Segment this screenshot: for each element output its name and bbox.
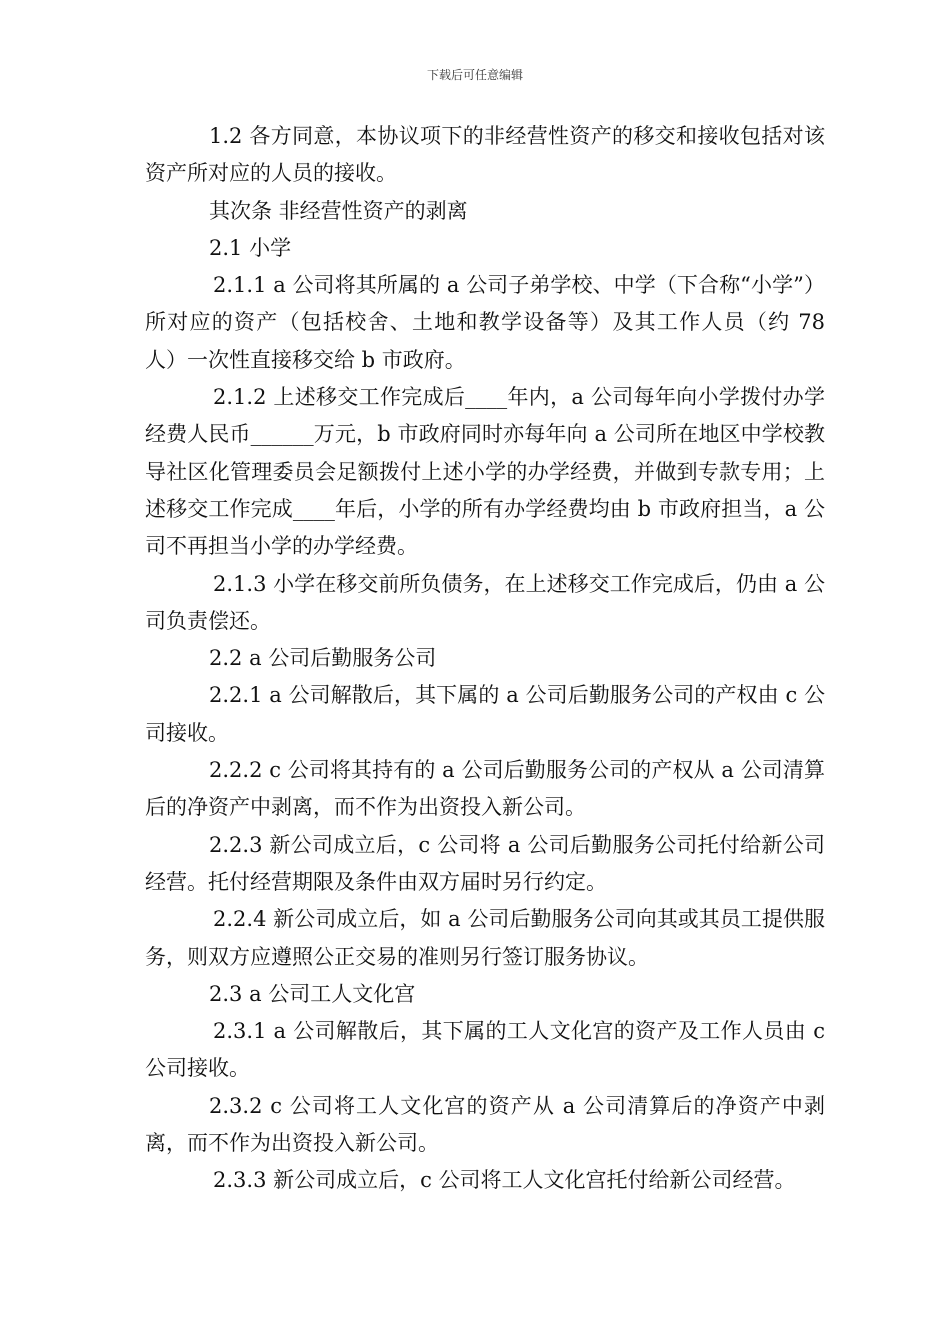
paragraph-2-2-1: 2.2.1 a 公司解散后，其下属的 a 公司后勤服务公司的产权由 c 公司接收。 xyxy=(145,683,825,745)
document-body xyxy=(145,118,825,1200)
paragraph-2-3-2: 2.3.2 c 公司将工人文化宫的资产从 a 公司清算后的净资产中剥离，而不作为出资投入新公司。 xyxy=(145,1093,825,1156)
paragraph-2-2-2: 2.2.2 c 公司将其持有的 a 公司后勤服务公司的产权从 a 公司清算后的净资产中剥离，而不作为出资投入新公司。 xyxy=(145,758,825,820)
paragraph-2-2-4: 2.2.4 新公司成立后，如 a 公司后勤服务公司向其或其员工提供服务，则双方应遵照公正交易的准则另行签订服务协议。 xyxy=(145,907,825,969)
heading-2-3: 2.3 a 公司工人文化宫 xyxy=(209,981,416,1006)
page-header: 下载后可任意编辑 xyxy=(426,68,523,82)
paragraph-2-1-3: 2.1.3 小学在移交前所负债务，在上述移交工作完成后，仍由 a 公司负责偿还。 xyxy=(145,571,825,633)
paragraph-2-3-3: 2.3.3 新公司成立后，c 公司将工人文化宫托付给新公司经营。 xyxy=(213,1168,796,1193)
paragraph-2-1-2: 2.1.2 上述移交工作完成后____年内，a 公司每年向小学拨付办学经费人民币______万元，b 市政府同时亦每年向 a 公司所在地区中学校教导社区化管理委员会足额拨付上述小学的办学经费，并做到专款专用；上述移交工作完成____年后，小学的所有办学经费均由 b 市政府担当，a 公司不再担当小学的办学经费。 xyxy=(145,385,825,559)
paragraph-2-1-1: 2.1.1 a 公司将其所属的 a 公司子弟学校、中学（下合称“小学”）所对应的资产（包括校舍、土地和教学设备等）及其工作人员（约 78 人）一次性直接移交给 b 市政府。 xyxy=(145,273,825,372)
section-title-2: 其次条 非经营性资产的剥离 xyxy=(209,198,468,223)
paragraph-1-2: 1.2 各方同意，本协议项下的非经营性资产的移交和接收包括对该资产所对应的人员的接收。 xyxy=(145,124,825,186)
heading-2-1: 2.1 小学 xyxy=(209,235,292,260)
paragraph-2-3-1: 2.3.1 a 公司解散后，其下属的工人文化宫的资产及工作人员由 c 公司接收。 xyxy=(145,1019,825,1081)
heading-2-2: 2.2 a 公司后勤服务公司 xyxy=(209,646,437,671)
paragraph-2-2-3: 2.2.3 新公司成立后，c 公司将 a 公司后勤服务公司托付给新公司经营。托付经营期限及条件由双方届时另行约定。 xyxy=(145,832,825,894)
